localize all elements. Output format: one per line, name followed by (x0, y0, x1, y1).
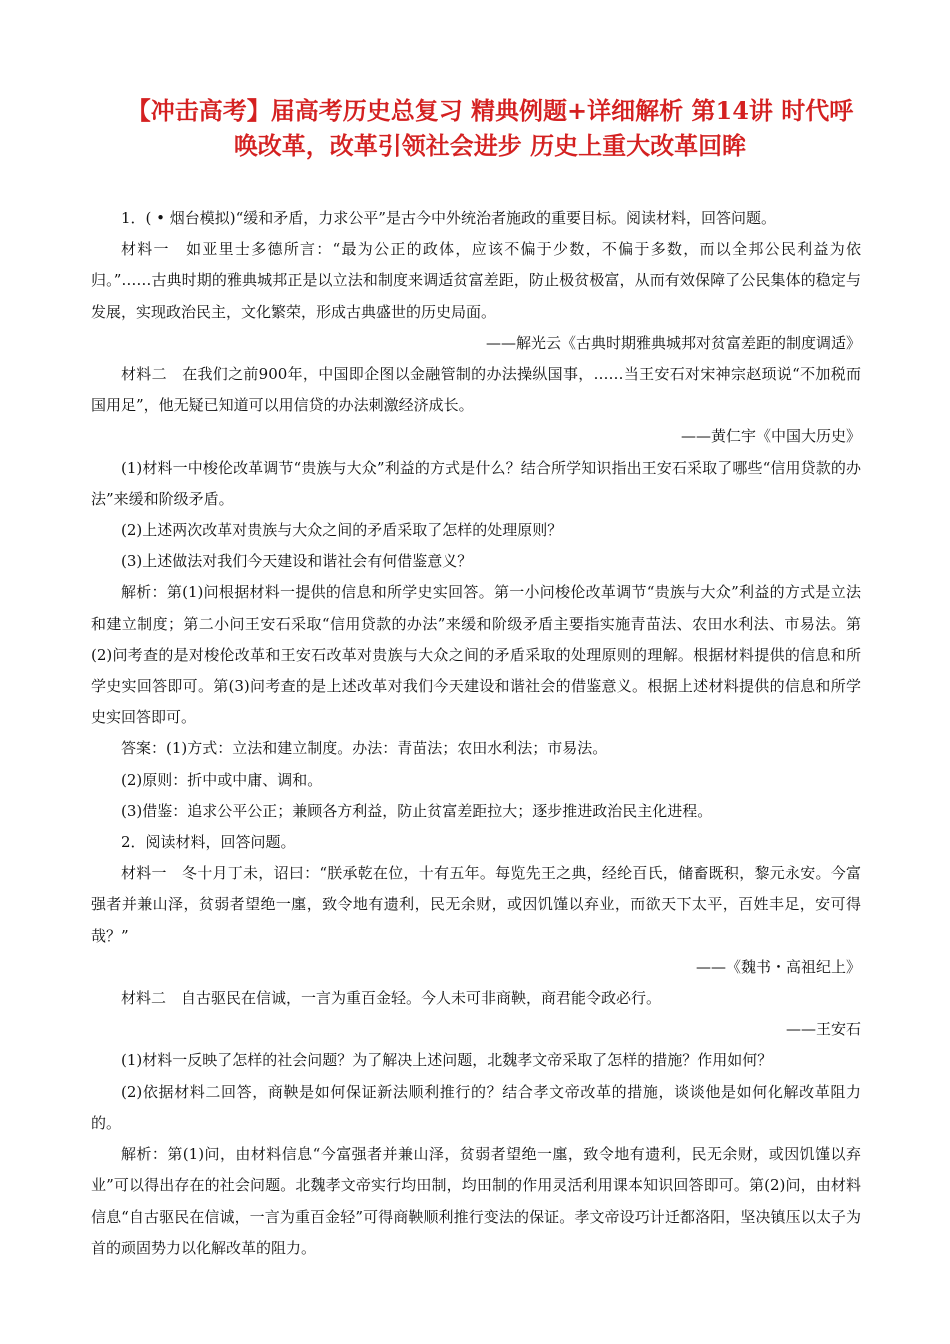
q1-answer-3: (3)借鉴：追求公平公正；兼顾各方利益，防止贫富差距拉大；逐步推进政治民主化进程。 (121, 801, 713, 820)
q2-source-1: ——《魏书・高祖纪上》 (695, 957, 861, 976)
q1-material-2: 材料二 在我们之前900年，中国即企图以金融管制的办法操纵国事，……当王安石对宋神宗赵顼说“不加税而国用足”，他无疑已知道可以用信贷的办法刺激经济成长。 (91, 365, 861, 415)
q2-analysis: 解析：第(1)问，由材料信息“今富强者并兼山泽，贫弱者望绝一廛，致令地有遗利，民无余财，或因饥馑以弃业”可以得出存在的社会问题。北魏孝文帝实行均田制，均田制的作用灵活利用课本知识回答即可。第(2)问，由材料信息“自古驱民在信诚，一言为重百金轻”可得商鞅顺利推行变法的保证。孝文帝设巧计迁都洛阳，坚决镇压以太子为首的顽固势力以化解改革的阻力。 (91, 1145, 861, 1257)
q2-subquestion-2: (2)依据材料二回答，商鞅是如何保证新法顺利推行的？结合孝文帝改革的措施，谈谈他是如何化解改革阻力的。 (91, 1082, 861, 1132)
q2-material-2: 材料二 自古驱民在信诚，一言为重百金轻。今人未可非商鞅，商君能令政必行。 (121, 989, 662, 1008)
q1-stem: 1．( • 烟台模拟)“缓和矛盾，力求公平”是古今中外统治者施政的重要目标。阅读材料，回答问题。 (121, 209, 776, 227)
q2-material-1: 材料一 冬十月丁未，诏曰：“朕承乾在位，十有五年。每览先王之典，经纶百氏，储畜既积，黎元永安。今富强者并兼山泽，贫弱者望绝一廛，致令地有遗利，民无余财，或因饥馑以弃业，而欲天下太平，百姓丰足，安可得哉？” (91, 864, 861, 945)
q1-answer-2: (2)原则：折中或中庸、调和。 (121, 770, 323, 789)
document-body (91, 203, 861, 1264)
document-title: 【冲击高考】届高考历史总复习 精典例题+详细解析 第14讲 时代呼唤改革，改革引领社会进步 历史上重大改革回眸 (126, 96, 854, 160)
q1-material-1: 材料一 如亚里士多德所言：“最为公正的政体，应该不偏于少数，不偏于多数，而以全邦公民利益为依归。”……古典时期的雅典城邦正是以立法和制度来调适贫富差距，防止极贫极富，从而有效保障了公民集体的稳定与发展，实现政治民主，文化繁荣，形成古典盛世的历史局面。 (91, 240, 861, 321)
q1-analysis: 解析：第(1)问根据材料一提供的信息和所学史实回答。第一小问梭伦改革调节“贵族与大众”利益的方式是立法和建立制度；第二小问王安石采取“信用贷款的办法”来缓和阶级矛盾主要指实施青苗法、农田水利法、市易法。第(2)问考查的是对梭伦改革和王安石改革对贵族与大众之间的矛盾采取的处理原则的理解。根据材料提供的信息和所学史实回答即可。第(3)问考查的是上述改革对我们今天建设和谐社会的借鉴意义。根据上述材料提供的信息和所学史实回答即可。 (91, 583, 861, 727)
q1-subquestion-1: (1)材料一中梭伦改革调节“贵族与大众”利益的方式是什么？结合所学知识指出王安石采取了哪些“信用贷款的办法”来缓和阶级矛盾。 (91, 458, 861, 508)
q2-stem: 2．阅读材料，回答问题。 (121, 833, 296, 852)
q1-subquestion-3: (3)上述做法对我们今天建设和谐社会有何借鉴意义？ (121, 552, 473, 571)
q1-source-1: ——解光云《古典时期雅典城邦对贫富差距的制度调适》 (485, 333, 861, 352)
q2-source-2: ——王安石 (785, 1020, 861, 1039)
q1-subquestion-2: (2)上述两次改革对贵族与大众之间的矛盾采取了怎样的处理原则？ (121, 521, 563, 540)
q1-answer-1: 答案：(1)方式：立法和建立制度。办法：青苗法；农田水利法；市易法。 (121, 739, 608, 758)
q1-source-2: ——黄仁宇《中国大历史》 (680, 427, 861, 446)
q2-subquestion-1: (1)材料一反映了怎样的社会问题？为了解决上述问题，北魏孝文帝采取了怎样的措施？作用如何？ (121, 1051, 773, 1070)
